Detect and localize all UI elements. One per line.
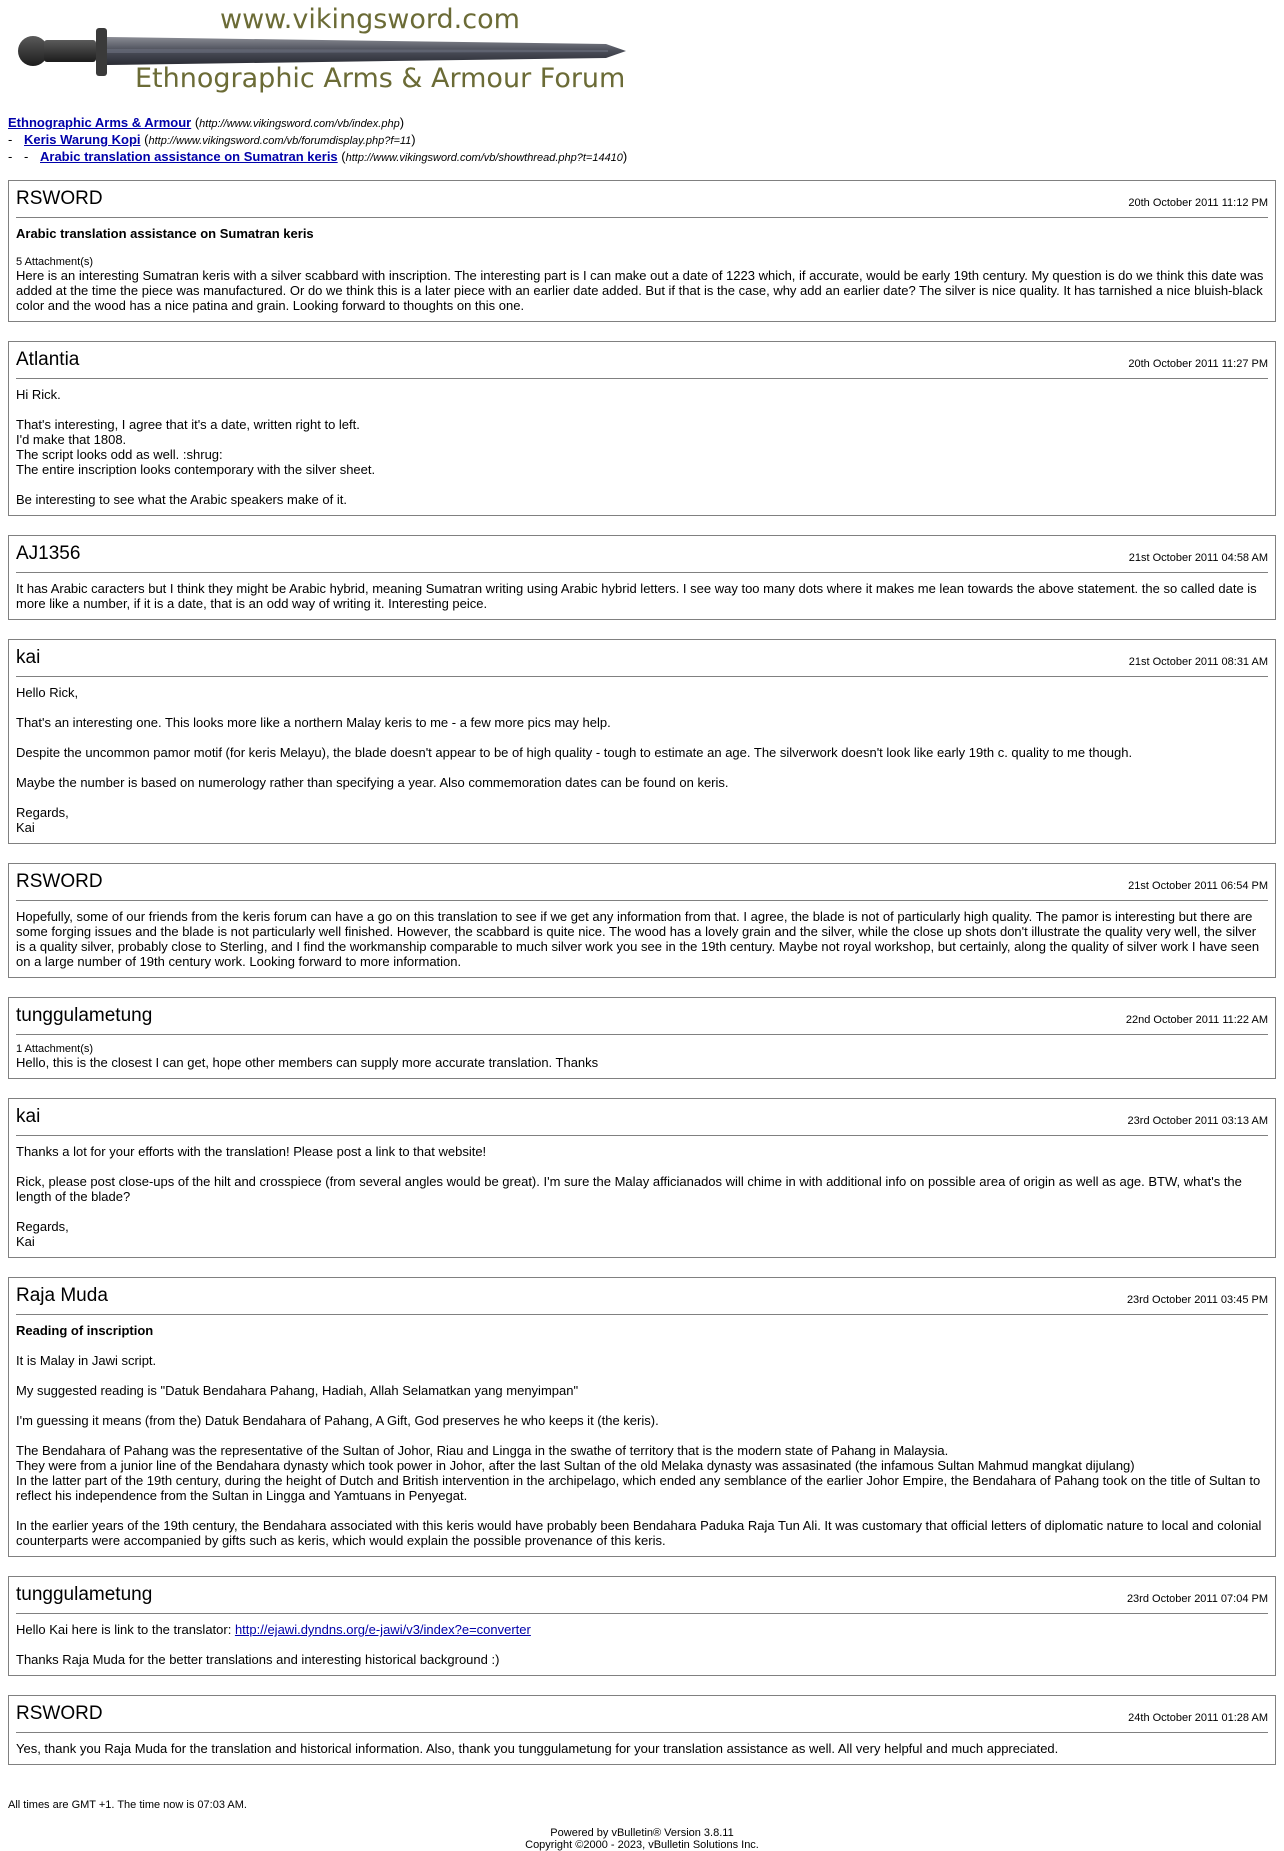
post-username: kai (16, 647, 41, 668)
post-paragraph: Hello Rick, (16, 685, 79, 700)
breadcrumb-link-subforum[interactable]: Keris Warung Kopi (24, 132, 141, 147)
post-paragraph: Maybe the number is based on numerology rather than specifying a year. Also commemoration dates can be found on keris. (16, 775, 729, 790)
post-paragraph: Rick, please post close-ups of the hilt and crosspiece (from several angles would be great). I'm sure the Malay afficianados will chime in with additional info on possible area of origin as well as age. BTW, what's the length of the blade? (16, 1174, 1242, 1204)
post-date: 20th October 2011 11:27 PM (1128, 358, 1268, 370)
post-header (16, 871, 1268, 901)
post (8, 180, 1276, 322)
post-title: Reading of inscription (16, 1323, 154, 1338)
post-attachments[interactable]: 5 Attachment(s) (16, 256, 94, 268)
post-paragraph: In the earlier years of the 19th century, the Bendahara associated with this keris would have probably been Bendahara Paduka Raja Tun Ali. It was customary that official letters of diplomatic nature to local and colonial counterparts were accompanied by gifts such as keris, which would explain the possible provenance of this keris. (16, 1518, 1262, 1548)
post-body (16, 1055, 1268, 1070)
post-paragraph: Regards, Kai (16, 805, 69, 835)
post-date: 23rd October 2011 03:13 AM (1127, 1115, 1268, 1127)
banner-forum-text: Ethnographic Arms & Armour Forum (135, 63, 626, 94)
post-title: Arabic translation assistance on Sumatran keris (16, 226, 314, 241)
post-date: 23rd October 2011 03:45 PM (1126, 1294, 1268, 1306)
post-body (16, 909, 1268, 969)
post-paragraph: Hello, this is the closest I can get, hope other members can supply more accurate translation. Thanks (16, 1055, 599, 1070)
post-header (16, 1285, 1268, 1315)
post-header (16, 647, 1268, 677)
post-paragraph: Hi Rick. (16, 387, 61, 402)
post-list (8, 180, 1276, 1765)
post-paragraph: Thanks a lot for your efforts with the translation! Please post a link to that website! (16, 1144, 487, 1159)
post (8, 341, 1276, 516)
post-username: tunggulametung (16, 1584, 153, 1605)
post-paragraph: My suggested reading is "Datuk Bendahara Pahang, Hadiah, Allah Selamatkan yang menyimpan" (16, 1383, 579, 1398)
post-paragraph: Despite the uncommon pamor motif (for keris Melayu), the blade doesn't appear to be of high quality - tough to estimate an age. The silverwork doesn't look like early 19th c. quality to me though. (16, 745, 1133, 760)
post-username: Atlantia (16, 349, 80, 370)
post-body (16, 387, 1268, 507)
post-body (16, 581, 1268, 611)
post-attachments[interactable]: 1 Attachment(s) (16, 1043, 94, 1055)
post-paragraph: It is Malay in Jawi script. (16, 1353, 157, 1368)
breadcrumb-url: http://www.vikingsword.com/vb/showthread.php?t=14410 (345, 152, 623, 164)
post-paragraph (16, 1622, 1268, 1637)
post-date: 21st October 2011 08:31 AM (1128, 656, 1268, 668)
breadcrumb-item: Ethnographic Arms & Armour (http://www.vikingsword.com/vb/index.php) (8, 115, 405, 130)
post-paragraph: Be interesting to see what the Arabic speakers make of it. (16, 492, 347, 507)
post (8, 863, 1276, 978)
post-paragraph: Here is an interesting Sumatran keris with a silver scabbard with inscription. The interesting part is I can make out a date of 1223 which, if accurate, would be early 19th century. My question is do we think this date was added at the time the piece was manufactured. Or do we think this is a later piece with an earlier date added. But if that is the case, why add an earlier date? The silver is nice quality. It has tarnished a nice bluish-black color and the wood has a nice patina and grain. Looking forward to thoughts on this one. (16, 268, 1264, 313)
post-body (16, 1622, 1268, 1667)
post-body (16, 1144, 1268, 1249)
post-date: 23rd October 2011 07:04 PM (1126, 1593, 1268, 1605)
breadcrumb-url: http://www.vikingsword.com/vb/forumdisplay.php?f=11 (148, 135, 412, 147)
footer-credits (8, 1827, 1276, 1851)
post-header (16, 1106, 1268, 1136)
post-username: kai (16, 1106, 41, 1127)
page (0, 4, 1284, 1851)
post-paragraph: That's an interesting one. This looks more like a northern Malay keris to me - a few more pics may help. (16, 715, 611, 730)
footer-timezone: All times are GMT +1. The time now is 07:03 AM. (8, 1799, 247, 1811)
banner-site-text: www.vikingsword.com (220, 4, 520, 35)
breadcrumb (8, 115, 1276, 166)
post-body (16, 685, 1268, 835)
post-paragraph: Yes, thank you Raja Muda for the translation and historical information. Also, thank you tunggulametung for your translation assistance as well. All very helpful and much appreciated. (16, 1741, 1059, 1756)
post-paragraph: I'm guessing it means (from the) Datuk Bendahara of Pahang, A Gift, God preserves he who keeps it (the keris). (16, 1413, 659, 1428)
post-body (16, 1741, 1268, 1756)
post (8, 1576, 1276, 1676)
post-text: Hello Kai here is link to the translator: (16, 1622, 235, 1637)
translator-link[interactable]: http://ejawi.dyndns.org/e-jawi/v3/index?e=converter (234, 1622, 531, 1637)
post (8, 1277, 1276, 1557)
post-header (16, 543, 1268, 573)
site-banner[interactable] (8, 4, 628, 104)
post-paragraph: Thanks Raja Muda for the better translations and interesting historical background :) (16, 1652, 500, 1667)
post (8, 997, 1276, 1079)
post-username: RSWORD (16, 1703, 103, 1724)
post-paragraph: Regards, Kai (16, 1219, 69, 1249)
post-body (16, 268, 1268, 313)
post-body (16, 1353, 1268, 1548)
post-paragraph: The Bendahara of Pahang was the representative of the Sultan of Johor, Riau and Lingga in the swathe of territory that is the modern state of Pahang in Malaysia. They were from a junior line of the Bendahara dynasty which took power in Johor, after the last Sultan of the old Melaka dynasty was assasinated (the infamous Sultan Mahmud mangkat dijulang) In the latter part of the 19th century, during the height of Dutch and British intervention in the archipelago, which ended any semblance of the earlier Johor Empire, the Bendahara of Pahang took on the title of Sultan to reflect his independence from the Sultan in Lingga and Yamtuans in Penyegat. (16, 1443, 1261, 1503)
post (8, 1098, 1276, 1258)
post-username: tunggulametung (16, 1005, 153, 1026)
post-date: 22nd October 2011 11:22 AM (1125, 1014, 1268, 1026)
post (8, 639, 1276, 844)
post-username: AJ1356 (16, 543, 81, 564)
post-date: 21st October 2011 06:54 PM (1128, 880, 1268, 892)
post-header (16, 1005, 1268, 1035)
post-username: RSWORD (16, 871, 103, 892)
footer-copyright: Copyright ©2000 - 2023, vBulletin Solutions Inc. (525, 1839, 759, 1851)
breadcrumb-item: - Keris Warung Kopi (http://www.vikingsword.com/vb/forumdisplay.php?f=11) (8, 132, 416, 147)
post (8, 535, 1276, 620)
post-date: 24th October 2011 01:28 AM (1128, 1712, 1268, 1724)
post-username: RSWORD (16, 188, 103, 209)
post-username: Raja Muda (16, 1285, 108, 1306)
footer-powered-by: Powered by vBulletin® Version 3.8.11 (550, 1827, 734, 1839)
post-date: 21st October 2011 04:58 AM (1128, 552, 1268, 564)
post (8, 1695, 1276, 1765)
breadcrumb-link-forum-home[interactable]: Ethnographic Arms & Armour (8, 115, 192, 130)
post-header (16, 1584, 1268, 1614)
breadcrumb-item: - - Arabic translation assistance on Sumatran keris (http://www.vikingsword.com/vb/showthread.php?t=14410) (8, 149, 628, 164)
post-paragraph: Hopefully, some of our friends from the keris forum can have a go on this translation to see if we get any information from that. I agree, the blade is not of particularly high quality. The pamor is interesting but there are some forging issues and the blade is not particularly well finished. However, the scabbard is quite nice. The wood has a lovely grain and the silver, while the close up shots don't illustrate the quality very well, the silver is a quality silver, probably close to Sterling, and I find the workmanship comparable to much silver work you see in the 19th century. Maybe not royal workshop, but certainly, along the quality of silver work I have seen on a large number of 19th century work. Looking forward to more information. (16, 909, 1260, 969)
post-header (16, 1703, 1268, 1733)
post-header (16, 349, 1268, 379)
post-date: 20th October 2011 11:12 PM (1128, 197, 1268, 209)
post-paragraph: That's interesting, I agree that it's a date, written right to left. I'd make that 1808. The script looks odd as well. :shrug: The entire inscription looks contemporary with the silver sheet. (16, 417, 376, 477)
breadcrumb-link-thread[interactable]: Arabic translation assistance on Sumatran keris (40, 149, 338, 164)
post-header (16, 188, 1268, 218)
post-paragraph: It has Arabic caracters but I think they might be Arabic hybrid, meaning Sumatran writing using Arabic hybrid letters. I see way too many dots where it makes me lean towards the above statement. the so called date is more like a number, if it is a date, that is an odd way of writing it. Interesting peice. (16, 581, 1257, 611)
breadcrumb-url: http://www.vikingsword.com/vb/index.php (199, 118, 400, 130)
